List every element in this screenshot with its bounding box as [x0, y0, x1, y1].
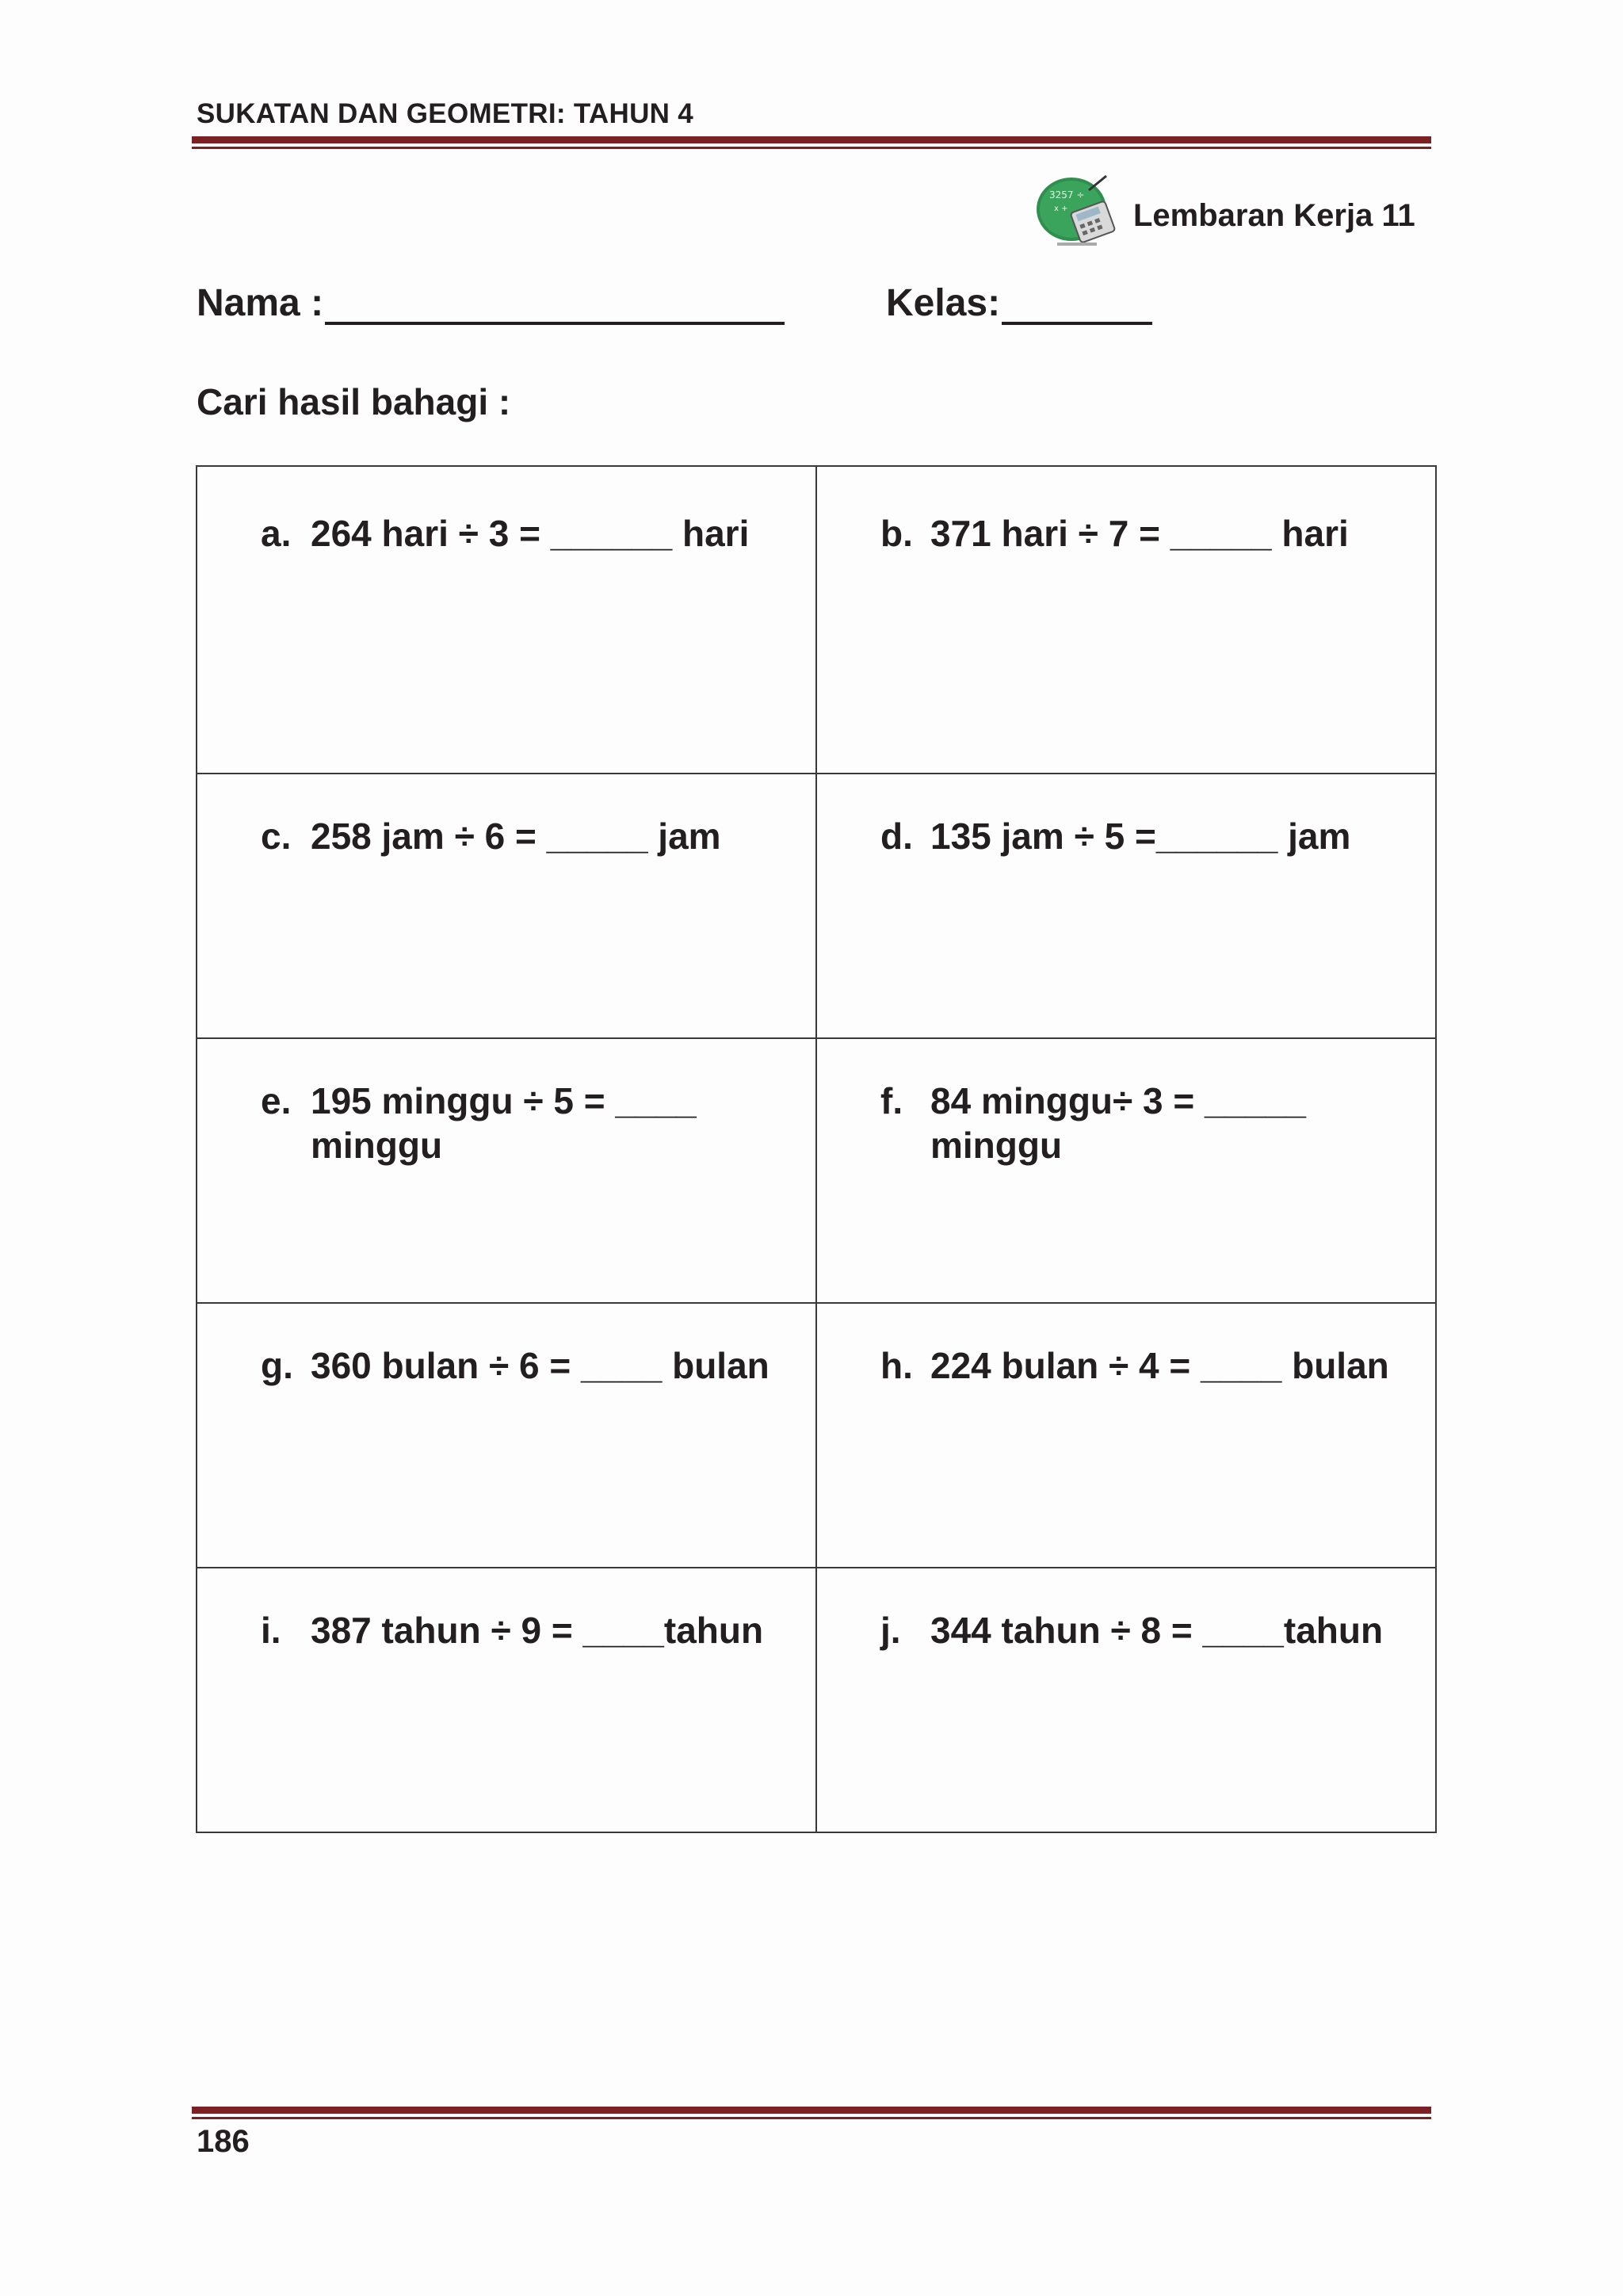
footer-rule — [192, 2107, 1431, 2119]
question-text: 371 hari ÷ 7 = _____ hari — [930, 513, 1349, 554]
question-table — [196, 465, 1437, 1833]
table-row — [197, 774, 1436, 1038]
question-cell-d[interactable] — [816, 774, 1436, 1038]
name-field — [197, 281, 785, 325]
question-cell-e[interactable] — [197, 1038, 816, 1303]
calculator-chalkboard-icon — [1033, 174, 1119, 254]
question-letter: c. — [261, 816, 292, 857]
class-label: Kelas: — [886, 282, 1001, 324]
worksheet-label: Lembaran Kerja 11 — [1133, 198, 1415, 233]
question-letter: g. — [261, 1345, 293, 1386]
question-cell-f[interactable] — [816, 1038, 1436, 1303]
question-letter: e. — [261, 1080, 292, 1121]
table-row — [197, 1303, 1436, 1568]
question-text: 135 jam ÷ 5 =______ jam — [930, 816, 1351, 857]
page-number: 186 — [197, 2124, 250, 2159]
table-row — [197, 1568, 1436, 1832]
question-cell-a[interactable] — [197, 466, 816, 774]
question-letter: f. — [880, 1080, 903, 1121]
question-text: 264 hari ÷ 3 = ______ hari — [311, 513, 750, 554]
question-letter: a. — [261, 513, 292, 554]
question-text: 224 bulan ÷ 4 = ____ bulan — [930, 1345, 1389, 1386]
question-cell-g[interactable] — [197, 1303, 816, 1568]
question-text: 344 tahun ÷ 8 = ____tahun — [930, 1610, 1384, 1651]
question-cell-j[interactable] — [816, 1568, 1436, 1832]
question-text: 84 minggu÷ 3 = _____ minggu — [930, 1080, 1306, 1166]
class-field — [886, 281, 1152, 325]
class-blank-line[interactable] — [1002, 284, 1152, 325]
name-blank-line[interactable] — [325, 284, 785, 325]
question-letter: h. — [880, 1345, 913, 1386]
question-cell-b[interactable] — [816, 466, 1436, 774]
svg-text:x +: x + — [1054, 204, 1068, 213]
question-letter: j. — [880, 1610, 901, 1651]
question-letter: d. — [880, 816, 913, 857]
question-cell-i[interactable] — [197, 1568, 816, 1832]
question-cell-c[interactable] — [197, 774, 816, 1038]
question-cell-h[interactable] — [816, 1303, 1436, 1568]
svg-text:3257 ÷: 3257 ÷ — [1049, 189, 1085, 201]
instruction-text: Cari hasil bahagi : — [197, 381, 511, 422]
question-text: 258 jam ÷ 6 = _____ jam — [311, 816, 721, 857]
header-rule — [192, 136, 1431, 149]
name-label: Nama : — [197, 282, 324, 324]
question-text: 387 tahun ÷ 9 = ____tahun — [311, 1610, 764, 1651]
table-row — [197, 1038, 1436, 1303]
question-text: 360 bulan ÷ 6 = ____ bulan — [311, 1345, 769, 1386]
question-letter: i. — [261, 1610, 281, 1651]
table-row — [197, 466, 1436, 774]
question-text: 195 minggu ÷ 5 = ____ minggu — [311, 1080, 697, 1166]
page-header-title: SUKATAN DAN GEOMETRI: TAHUN 4 — [197, 98, 694, 129]
question-letter: b. — [880, 513, 913, 554]
